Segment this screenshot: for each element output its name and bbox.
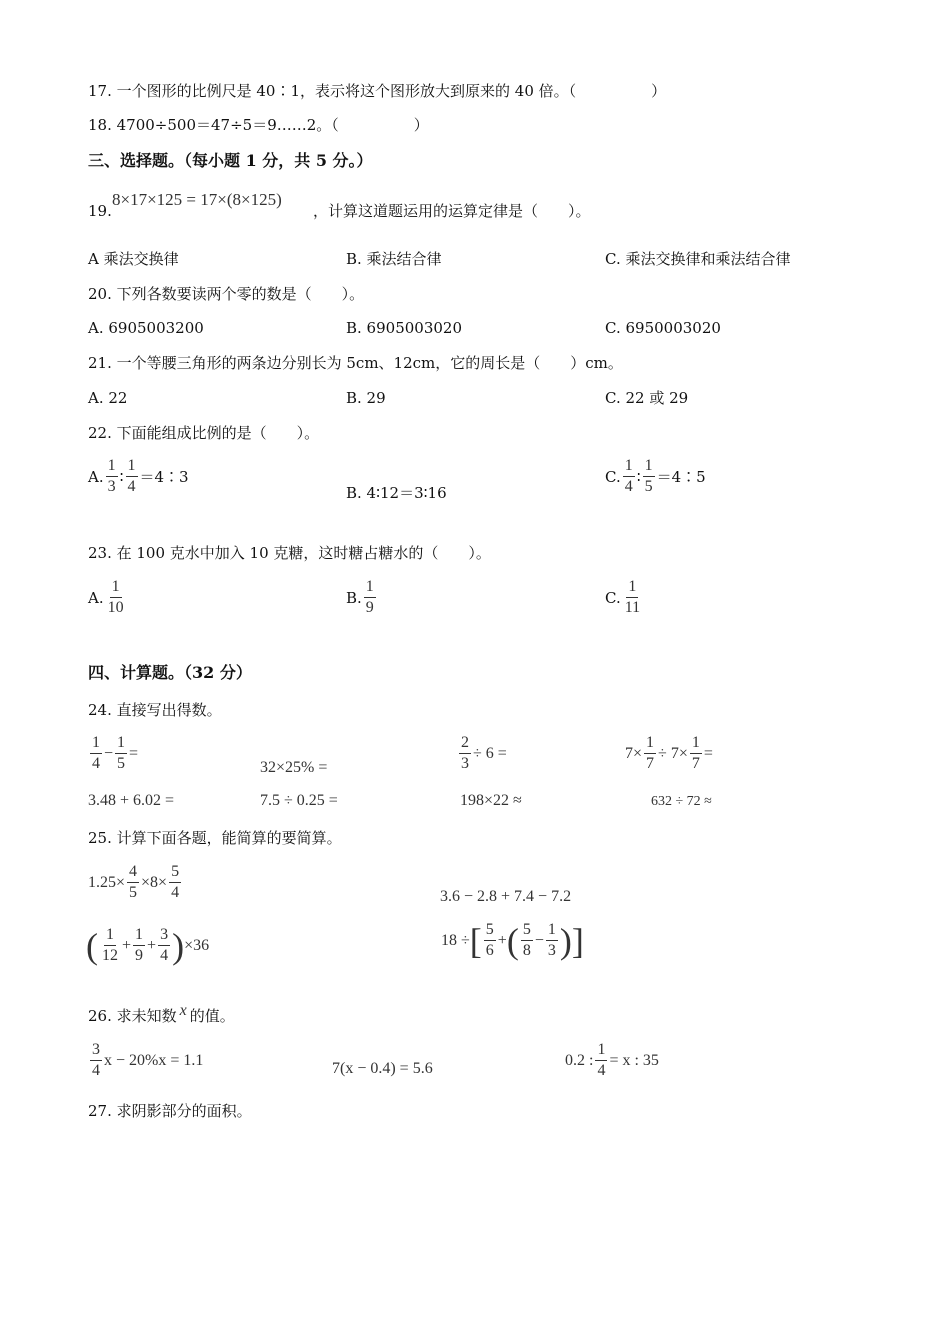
question-22-option-b: B. 4∶12＝3∶16 bbox=[346, 484, 447, 502]
question-25: 25. 计算下面各题，能简算的要简算。 bbox=[88, 829, 342, 847]
question-23: 23. 在 100 克水中加入 10 克糖，这时糖占糖水的（ ）。 bbox=[88, 544, 491, 562]
one-point-two-five: 1.25× bbox=[88, 873, 126, 891]
question-19-text: ，计算这道题运用的运算定律是（ ）。 bbox=[313, 202, 591, 220]
variable-x: x bbox=[179, 1002, 187, 1019]
section-3-heading: 三、选择题。（每小题 1 分，共 5 分。） bbox=[88, 151, 373, 170]
right-paren: ) bbox=[559, 920, 572, 961]
question-19-option-a: A 乘法交换律 bbox=[88, 250, 179, 268]
question-22-option-a bbox=[88, 456, 189, 497]
div-seven-times: ÷ 7× bbox=[658, 744, 688, 762]
fraction-3-4: 3 4 bbox=[92, 1041, 100, 1079]
eighteen-div: 18 ÷ bbox=[441, 931, 470, 949]
fraction-3-4: $\frac{3}{4}$ bbox=[160, 926, 169, 964]
q26-equation-2: 7(x − 0.4) = 5.6 bbox=[332, 1060, 433, 1077]
question-19-expression: 8×17×125 = 17×(8×125) bbox=[112, 190, 282, 209]
fraction-1-11: 1 11 bbox=[624, 578, 641, 616]
option-a-label: A. bbox=[88, 588, 104, 607]
fraction-5-4: $\frac{5}{4}$ bbox=[171, 863, 180, 901]
fraction-1-9: $\frac{1}{9}$ bbox=[135, 926, 144, 964]
option-a-label: A. bbox=[88, 467, 104, 486]
q24-expr-6: 7.5 ÷ 0.25 = bbox=[260, 792, 338, 809]
fraction-4-5: $\frac{4}{5}$ bbox=[129, 863, 138, 901]
fraction-1-5: 1 5 bbox=[644, 457, 653, 495]
question-21-option-c: C. 22 或 29 bbox=[605, 389, 689, 407]
question-21-option-b: B. 29 bbox=[346, 389, 386, 407]
question-19-option-c: C. 乘法交换律和乘法结合律 bbox=[605, 250, 791, 268]
question-26 bbox=[88, 1002, 235, 1026]
question-19-option-b: B. 乘法结合律 bbox=[346, 250, 442, 268]
fraction-1-10: 1 10 bbox=[107, 578, 124, 616]
fraction-1-5: $\frac{1}{5}$ bbox=[117, 734, 126, 772]
minus-sign: − bbox=[104, 744, 114, 762]
times-eight: ×8× bbox=[141, 873, 168, 891]
fraction-1-4: 1 4 bbox=[624, 457, 633, 495]
div-six: ÷ 6 = bbox=[473, 744, 507, 762]
section-4-heading: 四、计算题。（32 分） bbox=[88, 663, 252, 682]
q24-expr-1 bbox=[88, 733, 138, 774]
fraction-5-6: 5 6 bbox=[485, 921, 494, 959]
times-thirty-six: ×36 bbox=[184, 936, 210, 954]
option-b-label: B. bbox=[346, 588, 362, 607]
option-c-tail: ＝4∶5 bbox=[656, 467, 706, 486]
q26-text: 26. 求未知数 bbox=[88, 1007, 177, 1025]
fraction-1-4: 1 4 bbox=[92, 734, 100, 772]
ratio-colon: ∶ bbox=[636, 467, 641, 486]
fraction-5-8: 5 8 bbox=[522, 921, 531, 959]
question-17: 17. 一个图形的比例尺是 40∶1，表示将这个图形放大到原来的 40 倍。（ ） bbox=[88, 82, 667, 100]
seven-times: 7× bbox=[625, 744, 643, 762]
plus-sign: + bbox=[497, 931, 507, 949]
q26-equation-3 bbox=[565, 1040, 659, 1081]
question-20-option-a: A. 6905003200 bbox=[88, 319, 204, 337]
question-23-option-a bbox=[88, 577, 128, 618]
question-21: 21. 一个等腰三角形的两条边分别长为 5cm、12cm，它的周长是（ ）cm。 bbox=[88, 354, 623, 372]
question-21-option-a: A. 22 bbox=[88, 389, 128, 407]
question-27: 27. 求阴影部分的面积。 bbox=[88, 1102, 252, 1120]
fraction-1-7: $\frac{1}{7}$ bbox=[691, 734, 700, 772]
fraction-1-12: 1 12 bbox=[102, 926, 118, 964]
fraction-1-7: $\frac{1}{7}$ bbox=[646, 734, 655, 772]
option-c-label: C. bbox=[605, 588, 621, 607]
fraction-1-3: $\frac{1}{3}$ bbox=[547, 921, 556, 959]
q24-expr-5: 3.48 + 6.02 = bbox=[88, 792, 175, 809]
question-23-option-c bbox=[605, 577, 644, 618]
question-20-option-b: B. 6905003020 bbox=[346, 319, 462, 337]
question-23-option-b bbox=[346, 577, 378, 618]
plus-sign: + bbox=[122, 936, 132, 954]
q24-expr-2: 32×25% = bbox=[260, 759, 328, 776]
question-24: 24. 直接写出得数。 bbox=[88, 701, 222, 719]
left-paren: ( bbox=[506, 920, 519, 961]
fraction-1-3: 1 3 bbox=[107, 457, 116, 495]
q24-expr-7: 198×22 ≈ bbox=[460, 792, 522, 809]
q24-expr-8: 632 ÷ 72 ≈ bbox=[651, 794, 712, 809]
q26-equation-1 bbox=[88, 1040, 203, 1081]
q24-expr-4 bbox=[625, 733, 713, 774]
zero-point-two: 0.2 : bbox=[565, 1051, 594, 1069]
question-20-option-c: C. 6950003020 bbox=[605, 319, 721, 337]
equation-tail: x − 20%x = 1.1 bbox=[104, 1051, 204, 1069]
question-18: 18. 4700÷500＝47÷5＝9……2。（ ） bbox=[88, 116, 429, 134]
question-22: 22. 下面能组成比例的是（ ）。 bbox=[88, 424, 320, 442]
left-bracket: [ bbox=[469, 920, 482, 961]
fraction-1-9: 1 9 bbox=[365, 578, 374, 616]
equals-sign: = bbox=[703, 744, 713, 762]
fraction-1-4: $\frac{1}{4}$ bbox=[597, 1041, 606, 1079]
equals-sign: = bbox=[129, 744, 139, 762]
q25-expr-4 bbox=[441, 920, 584, 961]
fraction-2-3: $\frac{2}{3}$ bbox=[461, 734, 469, 772]
ratio-colon: ∶ bbox=[119, 467, 124, 486]
q25-expr-2: 3.6 − 2.8 + 7.4 − 7.2 bbox=[440, 888, 572, 905]
right-paren: ) bbox=[172, 925, 185, 966]
question-22-option-c bbox=[605, 456, 706, 497]
q25-expr-1 bbox=[88, 862, 183, 903]
q24-expr-3 bbox=[457, 733, 507, 774]
option-c-label: C. bbox=[605, 467, 621, 486]
q26-tail: 的值。 bbox=[189, 1007, 235, 1025]
fraction-1-4: 1 4 bbox=[127, 457, 136, 495]
minus-sign: − bbox=[534, 931, 544, 949]
equation-tail: = x : 35 bbox=[609, 1051, 659, 1069]
right-bracket: ] bbox=[571, 920, 584, 961]
option-a-tail: ＝4∶3 bbox=[139, 467, 189, 486]
left-paren: ( bbox=[86, 925, 98, 966]
question-20: 20. 下列各数要读两个零的数是（ ）。 bbox=[88, 285, 365, 303]
question-19-number: 19. bbox=[88, 202, 112, 220]
q25-expr-3 bbox=[86, 925, 209, 966]
plus-sign: + bbox=[147, 936, 157, 954]
